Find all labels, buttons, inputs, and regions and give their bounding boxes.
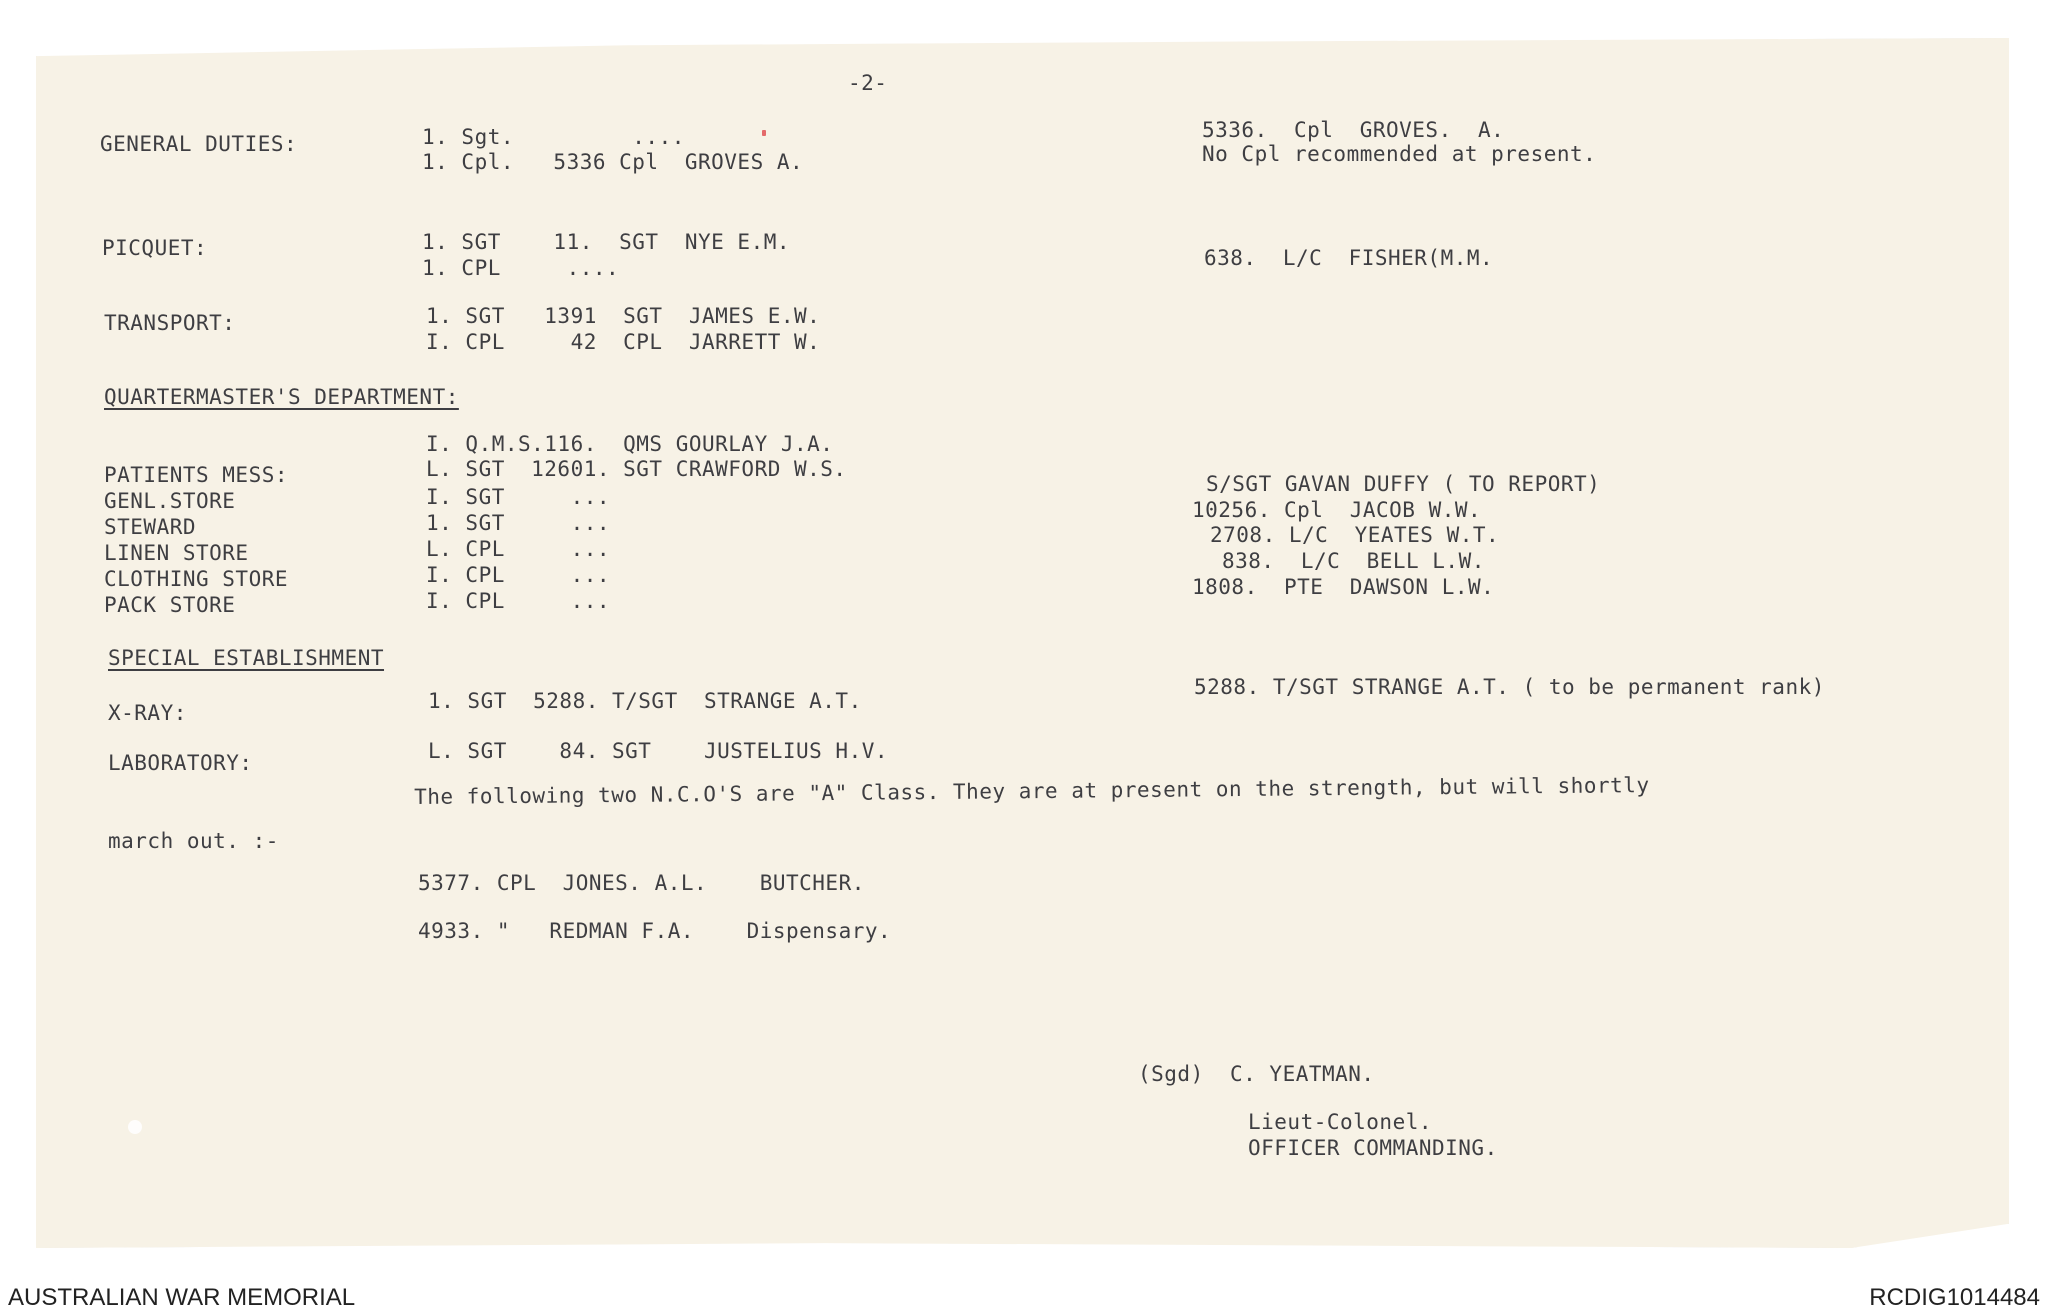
qm-label-patients-mess: PATIENTS MESS: bbox=[104, 463, 289, 487]
qm-label-linen-store: LINEN STORE bbox=[104, 541, 249, 565]
following-paragraph-line-2: march out. :- bbox=[108, 829, 279, 853]
following-entry-1: 5377. CPL JONES. A.L. BUTCHER. bbox=[418, 871, 865, 895]
laboratory-label: LABORATORY: bbox=[108, 751, 253, 775]
general-duties-line-2: 1. Cpl. 5336 Cpl GROVES A. bbox=[422, 150, 804, 174]
footer-record-id: RCDIG1014484 bbox=[1869, 1284, 2040, 1311]
signature-title: OFFICER COMMANDING. bbox=[1248, 1136, 1498, 1160]
red-ink-mark bbox=[762, 130, 766, 136]
general-duties-note-1: 5336. Cpl GROVES. A. bbox=[1202, 118, 1505, 142]
qm-row-patients-mess: L. SGT 12601. SGT CRAWFORD W.S. bbox=[426, 457, 847, 481]
picquet-line-2: 1. CPL .... bbox=[422, 256, 620, 280]
qm-row-genl-store: I. SGT ... bbox=[426, 485, 611, 509]
qm-note-5: 1808. PTE DAWSON L.W. bbox=[1192, 575, 1495, 599]
transport-line-1: 1. SGT 1391 SGT JAMES E.W. bbox=[426, 304, 821, 328]
quartermaster-heading: QUARTERMASTER'S DEPARTMENT: bbox=[104, 385, 459, 409]
xray-line: 1. SGT 5288. T/SGT STRANGE A.T. bbox=[428, 689, 862, 713]
picquet-label: PICQUET: bbox=[102, 236, 208, 260]
general-duties-label: GENERAL DUTIES: bbox=[100, 132, 298, 156]
signature-rank: Lieut-Colonel. bbox=[1248, 1110, 1433, 1134]
qm-label-clothing-store: CLOTHING STORE bbox=[104, 567, 289, 591]
document-page bbox=[36, 38, 2009, 1248]
picquet-note: 638. L/C FISHER(M.M. bbox=[1204, 246, 1494, 270]
qms-line: I. Q.M.S.116. QMS GOURLAY J.A. bbox=[426, 432, 834, 456]
qm-label-genl-store: GENL.STORE bbox=[104, 489, 236, 513]
picquet-line-1: 1. SGT 11. SGT NYE E.M. bbox=[422, 230, 791, 254]
transport-line-2: I. CPL 42 CPL JARRETT W. bbox=[426, 330, 821, 354]
transport-label: TRANSPORT: bbox=[104, 311, 236, 335]
special-heading: SPECIAL ESTABLISHMENT bbox=[108, 646, 385, 670]
general-duties-note-2: No Cpl recommended at present. bbox=[1202, 142, 1597, 166]
qm-row-steward: 1. SGT ... bbox=[426, 511, 611, 535]
following-paragraph-line-1: The following two N.C.O'S are "A" Class. They are at present on the strength, but will shortly bbox=[414, 773, 1650, 809]
footer-source: AUSTRALIAN WAR MEMORIAL bbox=[8, 1284, 356, 1311]
paper-blemish bbox=[128, 1120, 142, 1134]
qm-note-1: S/SGT GAVAN DUFFY ( TO REPORT) bbox=[1206, 472, 1601, 496]
laboratory-line: L. SGT 84. SGT JUSTELIUS H.V. bbox=[428, 739, 889, 763]
qm-row-linen-store: L. CPL ... bbox=[426, 537, 611, 561]
following-entry-2: 4933. " REDMAN F.A. Dispensary. bbox=[418, 919, 892, 943]
signature-line: (Sgd) C. YEATMAN. bbox=[1138, 1062, 1375, 1086]
qm-row-clothing-store: I. CPL ... bbox=[426, 563, 611, 587]
qm-label-steward: STEWARD bbox=[104, 515, 197, 539]
xray-note: 5288. T/SGT STRANGE A.T. ( to be permanent rank) bbox=[1194, 675, 1825, 699]
page-number: -2- bbox=[848, 71, 888, 95]
xray-label: X-RAY: bbox=[108, 701, 187, 725]
qm-label-pack-store: PACK STORE bbox=[104, 593, 236, 617]
qm-note-3: 2708. L/C YEATES W.T. bbox=[1210, 523, 1500, 547]
qm-note-4: 838. L/C BELL L.W. bbox=[1222, 549, 1485, 573]
qm-row-pack-store: I. CPL ... bbox=[426, 589, 611, 613]
qm-note-2: 10256. Cpl JACOB W.W. bbox=[1192, 498, 1482, 522]
general-duties-line-1: 1. Sgt. .... bbox=[422, 125, 685, 149]
